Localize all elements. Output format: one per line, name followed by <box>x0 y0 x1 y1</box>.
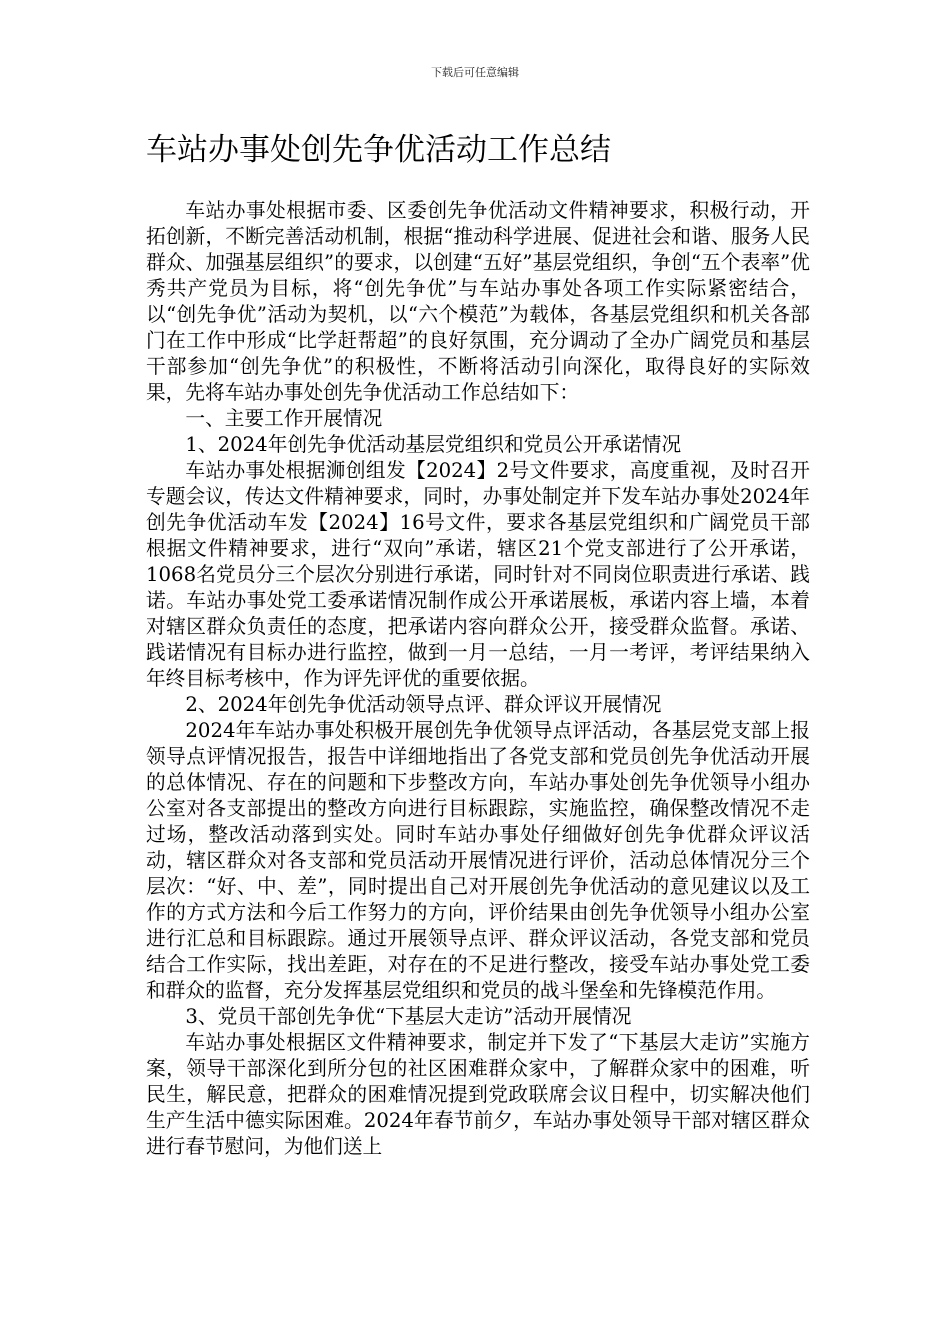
document-title: 车站办事处创先争优活动工作总结 <box>146 132 611 168</box>
section-heading-main-work: 一、主要工作开展情况 <box>185 407 383 430</box>
page-header-note: 下载后可任意编辑 <box>431 66 519 79</box>
subheading-leader-review: 2、2024年创先争优活动领导点评、群众评议开展情况 <box>185 693 662 716</box>
subheading-grassroots-visit: 3、党员干部创先争优“下基层大走访”活动开展情况 <box>185 1005 632 1028</box>
paragraph-leader-review: 2024年车站办事处积极开展创先争优领导点评活动，各基层党支部上报领导点评情况报告，报告中详细地指出了各党支部和党员创先争优活动开展的总体情况、存在的问题和下步整改方向，车站办事处创先争优领导小组办公室对各支部提出的整改方向进行目标跟踪，实施监控，确保整改情况不走过场，整改活动落到实处。同时车站办事处仔细做好创先争优群众评议活动，辖区群众对各支部和党员活动开展情况进行评价，活动总体情况分三个层次：“好、中、差”，同时提出自己对开展创先争优活动的意见建议以及工作的方式方法和今后工作努力的方向，评价结果由创先争优领导小组办公室进行汇总和目标跟踪。通过开展领导点评、群众评议活动，各党支部和党员结合工作实际，找出差距，对存在的不足进行整改，接受车站办事处党工委和群众的监督，充分发挥基层党组织和党员的战斗堡垒和先锋模范作用。 <box>146 719 810 1002</box>
paragraph-grassroots-visit: 车站办事处根据区文件精神要求，制定并下发了“下基层大走访”实施方案，领导干部深化到所分包的社区困难群众家中，了解群众家中的困难，听民生，解民意，把群众的困难情况提到党政联席会议日程中，切实解决他们生产生活中德实际困难。2024年春节前夕，车站办事处领导干部对辖区群众进行春节慰问，为他们送上 <box>146 1031 810 1158</box>
paragraph-intro: 车站办事处根据市委、区委创先争优活动文件精神要求，积极行动，开拓创新，不断完善活动机制，根据“推动科学进展、促进社会和谐、服务人民群众、加强基层组织”的要求，以创建“五好”基层党组织，争创“五个表率”优秀共产党员为目标，将“创先争优”与车站办事处各项工作实际紧密结合，以“创先争优”活动为契机，以“六个模范”为载体，各基层党组织和机关各部门在工作中形成“比学赶帮超”的良好氛围，充分调动了全办广阔党员和基层干部参加“创先争优”的积极性，不断将活动引向深化，取得良好的实际效果，先将车站办事处创先争优活动工作总结如下： <box>146 199 810 404</box>
document-body <box>146 198 810 1160</box>
paragraph-public-commitment: 车站办事处根据浉创组发【2024】2号文件要求，高度重视，及时召开专题会议，传达文件精神要求，同时，办事处制定并下发车站办事处2024年创先争优活动车发【2024】16号文件，要求各基层党组织和广阔党员干部根据文件精神要求，进行“双向”承诺，辖区21个党支部进行了公开承诺，1068名党员分三个层次分别进行承诺，同时针对不同岗位职责进行承诺、践诺。车站办事处党工委承诺情况制作成公开承诺展板，承诺内容上墙，本着对辖区群众负责任的态度，把承诺内容向群众公开，接受群众监督。承诺、践诺情况有目标办进行监控，做到一月一总结，一月一考评，考评结果纳入年终目标考核中，作为评先评优的重要依据。 <box>146 459 810 690</box>
subheading-public-commitment: 1、2024年创先争优活动基层党组织和党员公开承诺情况 <box>185 433 682 456</box>
